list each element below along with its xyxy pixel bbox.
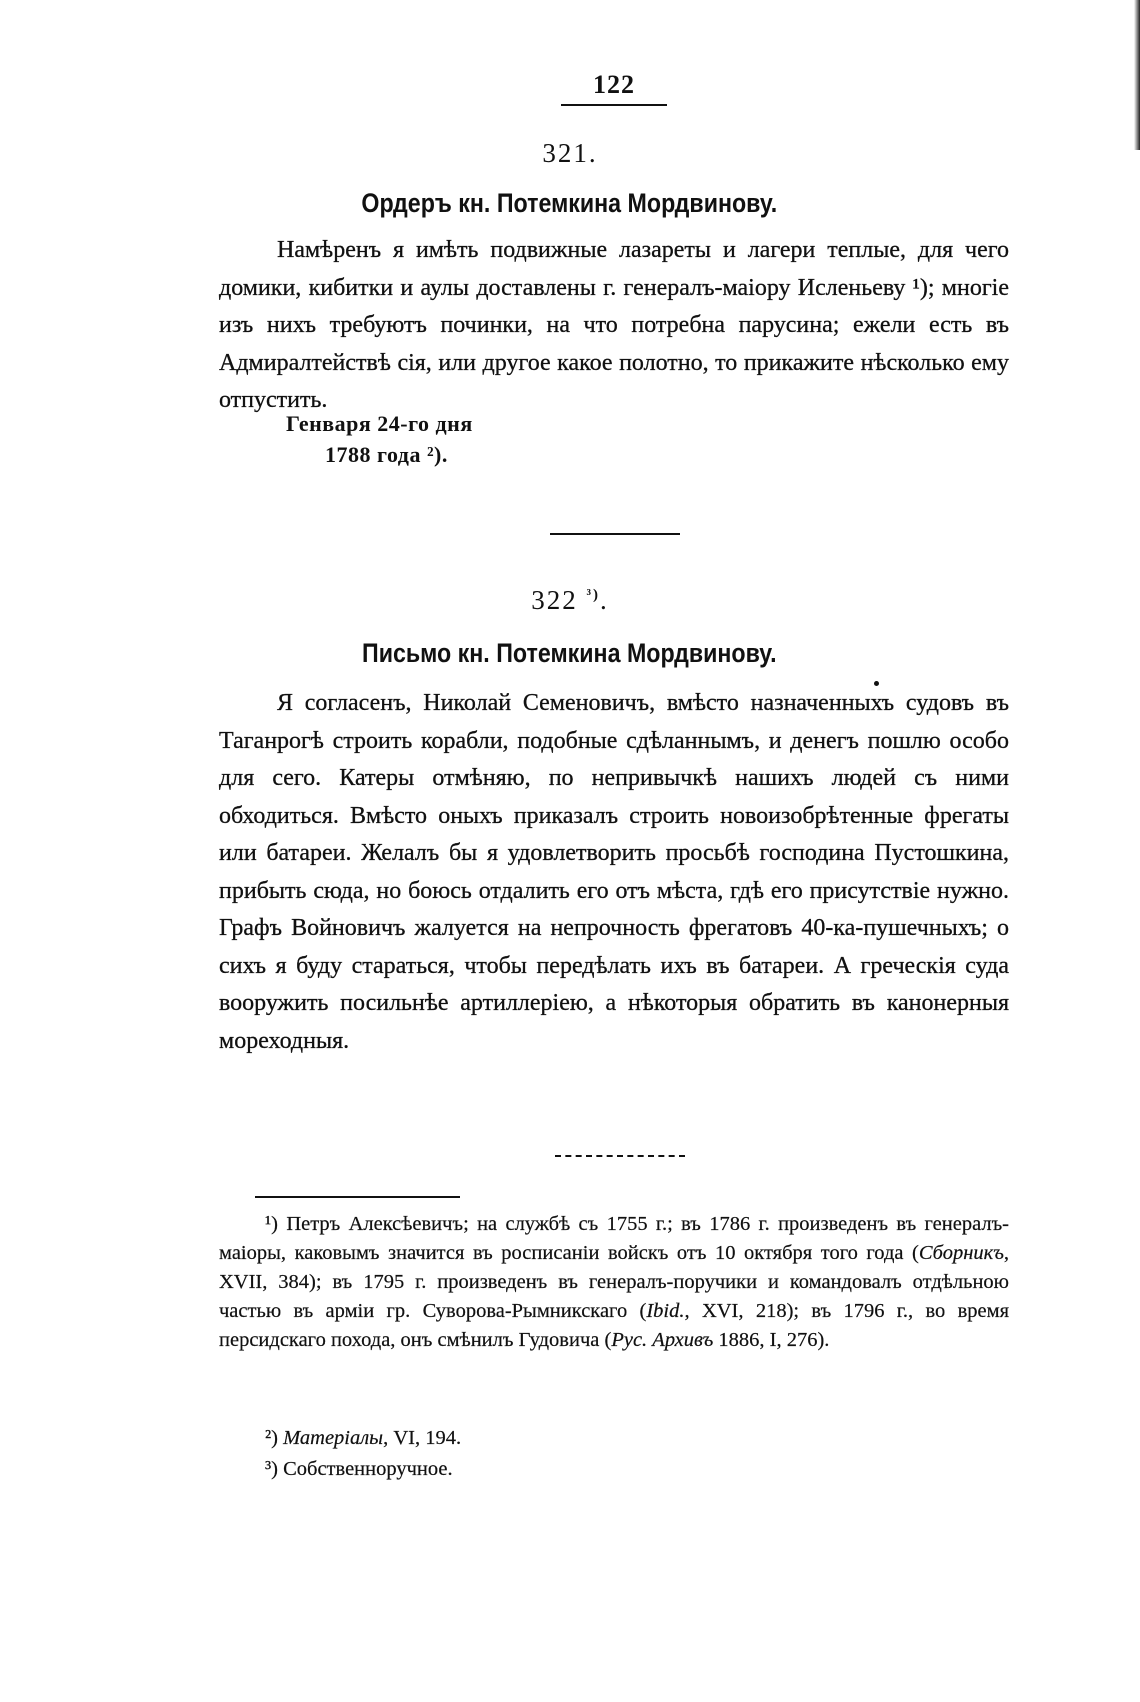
footnote-2-text: , VI, 194. — [383, 1427, 462, 1449]
document-body-322: Я согласенъ, Николай Семеновичъ, вмѣсто назначенныхъ судовъ въ Таганрогѣ строить корабли, подобные сдѣланнымъ, и денегъ пошлю особо для сего. Катеры отмѣняю, по непривычкѣ нашихъ людей съ ними обходиться. Вмѣсто оныхъ приказалъ строить новоизобрѣтенные фрегаты или батареи. Желалъ бы я удовлетворить просьбѣ господина Пустошкина, прибыть сюда, но боюсь отдалить его отъ мѣста, гдѣ его присутствіе нужно. Графъ Войновичъ жалуется на непрочность фрегатовъ 40-ка-пушечныхъ; о сихъ я буду стараться, чтобы передѣлать ихъ въ батареи. А греческія суда вооружить посильнѣе артиллеріею, а нѣкоторыя обратить въ канонерныя мореходныя. — [219, 690, 1009, 1054]
date-line-year: 1788 года ²). — [325, 442, 448, 467]
page-number: 122 — [593, 70, 635, 99]
section-end-divider — [555, 1155, 685, 1157]
footnote-ref-3: ³) — [586, 587, 600, 603]
footnote-separator — [255, 1196, 460, 1198]
footnote-1 — [219, 1210, 1009, 1355]
footnote-1-text-c: , XVI, 218); въ 1796 г., во время персидскаго похода, онъ смѣнилъ Гудовича ( — [219, 1300, 1009, 1351]
footnote-3-text: Собственноручное. — [283, 1458, 453, 1480]
footnote-1-text-d: 1886, I, 276). — [713, 1329, 830, 1351]
footnote-2-ref: Матеріалы — [283, 1427, 384, 1449]
document-number-322-suffix: . — [600, 585, 609, 615]
footnote-1-ref-b: Ibid. — [646, 1300, 685, 1322]
footnote-1-text-a: Петръ Алексѣевичъ; на службѣ съ 1755 г.; въ 1786 г. произведенъ въ генералъ-маіоры, каковымъ значится въ росписаніи войскъ отъ 10 октября того года ( — [219, 1213, 1010, 1264]
footnote-2-marker: ²) — [265, 1427, 278, 1449]
document-number-322-value: 322 — [531, 585, 578, 615]
footnote-2 — [219, 1424, 1009, 1453]
section-divider — [550, 533, 680, 535]
footnote-3 — [219, 1455, 1009, 1484]
footnote-1-ref-c: Рус. Архивъ — [611, 1329, 714, 1351]
page-number-underline — [561, 104, 667, 106]
footnote-1-text-b: , XVII, 384); въ 1795 г. произведенъ въ генералъ-поручики и командовалъ отдѣльною частью въ арміи гр. Суворова-Рымникскаго ( — [219, 1242, 1009, 1322]
footnote-3-marker: ³) — [265, 1458, 278, 1480]
date-line-day: Генваря 24-го дня — [286, 411, 473, 436]
footnote-1-marker: ¹) — [265, 1213, 278, 1235]
footnote-1-ref-a: Сборникъ — [918, 1242, 1004, 1264]
document-title-321: Ордеръ кн. Потемкина Мордвинову. — [361, 188, 778, 218]
document-number-321: 321. — [542, 138, 598, 168]
document-title-322: Письмо кн. Потемкина Мордвинову. — [361, 638, 777, 668]
document-number-322 — [0, 585, 1140, 616]
document-body-321: Намѣренъ я имѣть подвижные лазареты и лагери теплые, для чего домики, кибитки и аулы доставлены г. генералъ-маіору Исленьеву ¹); многіе изъ нихъ требуютъ починки, на что потребна парусина; ежели есть въ Адмиралтействѣ сія, или другое какое полотно, то прикажите нѣсколько ему отпустить. — [219, 237, 1009, 413]
page-edge-shadow — [1134, 0, 1140, 150]
